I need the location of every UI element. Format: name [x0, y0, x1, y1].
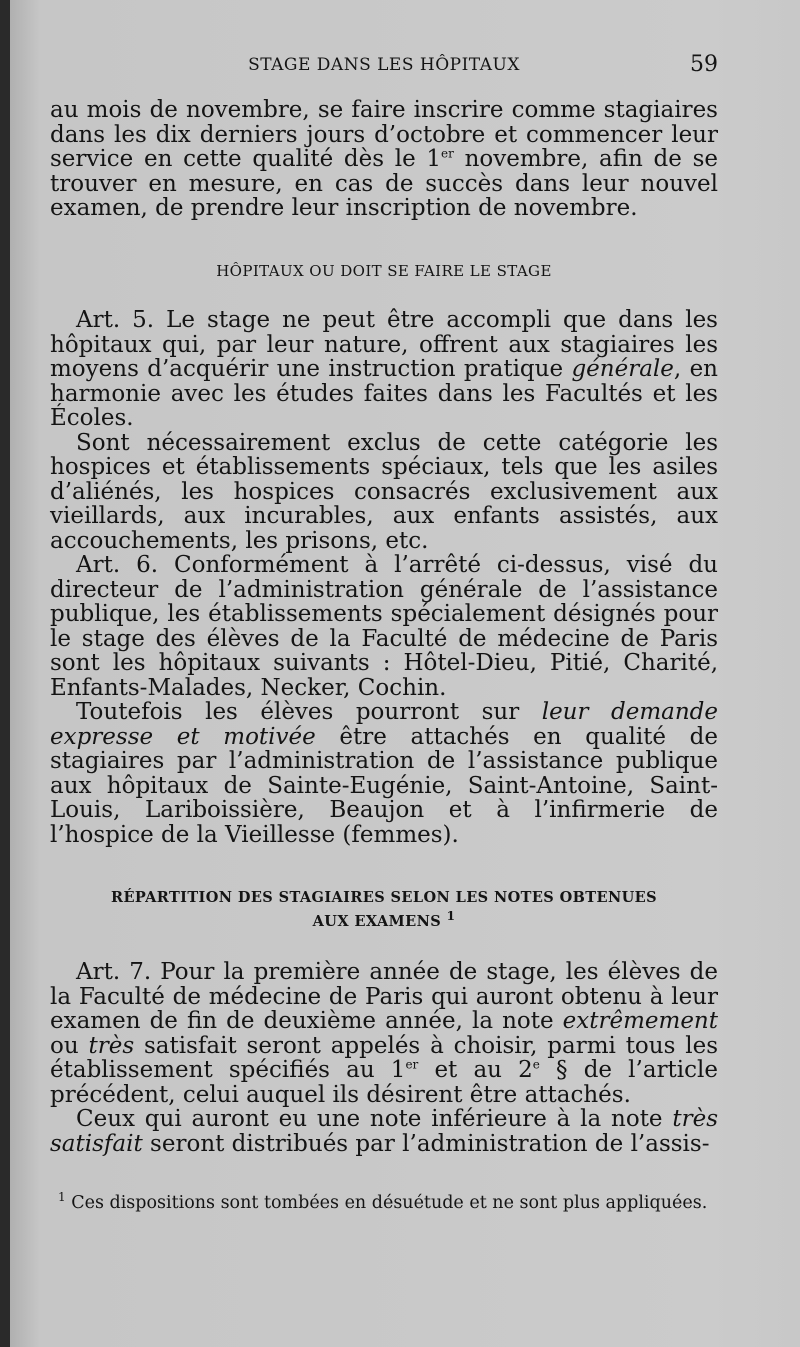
book-page [10, 0, 800, 1347]
paragraph-continuation: au mois de novembre, se faire inscrire comme stagiaires dans les dix derniers jours d’octobre et commencer leur service en cette qualité dès le 1er novembre, afin de se trouver en mesure, en cas de succès dans leur nouvel examen, de prendre leur inscription de novembre. [50, 97, 719, 221]
paragraph-toutefois: Toutefois les élèves pourront sur leur demande expresse et motivée être attachés en qualité de stagiaires par l’administration de l’assistance publique aux hôpitaux de Sainte-Eugénie, Saint-Antoine, Saint-Louis, Lariboissière, Beaujon et à l’infirmerie de l’hospice de la Vieillesse (femmes). [50, 699, 719, 848]
section-body-repartition [50, 960, 718, 1156]
footnote-reference: 1 [446, 909, 456, 924]
page-header [50, 52, 718, 82]
section-body-stage [50, 308, 718, 847]
footnote-mark: 1 [58, 1190, 66, 1205]
section-heading-hopitaux: HÔPITAUX OU DOIT SE FAIRE LE STAGE [216, 262, 552, 280]
running-title: STAGE DANS LES HÔPITAUX [248, 55, 520, 75]
article-7: Art. 7. Pour la première année de stage, les élèves de la Faculté de médecine de Paris qui auront obtenu à leur examen de fin de deuxième année, la note extrêmement ou très satisfait seront appelés à choisir, parmi tous les établissement spécifiés au 1er et au 2e § de l’article précédent, celui auquel ils désirent être attachés. [50, 959, 719, 1108]
page-number: 59 [690, 52, 718, 77]
article-5: Art. 5. Le stage ne peut être accompli que dans les hôpitaux qui, par leur nature, offrent aux stagiaires les moyens d’acquérir une instruction pratique générale, en harmonie avec les études faites dans les Facultés et les Écoles. [50, 307, 718, 431]
section-heading-repartition: RÉPARTITION DES STAGIAIRES SELON LES NOTES OBTENUES AUX EXAMENS $^1$ [111, 889, 657, 930]
paragraph-notes-inferieures: Ceux qui auront eu une note inférieure à la note très satisfait seront distribués par l’administration de l’assis- [50, 1106, 718, 1157]
paragraph-exclusions: Sont nécessairement exclus de cette catégorie les hospices et établissements spéciaux, tels que les asiles d’aliénés, les hospices consacrés exclusivement aux vieillards, aux incurables, aux enfants assistés, aux accouchements, les prisons, etc. [50, 429, 718, 554]
article-6: Art. 6. Conformément à l’arrêté ci-dessus, visé du directeur de l’administration générale de l’assistance publique, les établissements spécialement désignés pour le stage des élèves de la Faculté de médecine de Paris sont les hôpitaux suivants : Hôtel-Dieu, Pitié, Charité, Enfants-Malades, Necker, Cochin. [50, 552, 718, 701]
footnote: $^1$ Ces dispositions sont tombées en désuétude et ne sont plus appliquées. [58, 1190, 708, 1213]
